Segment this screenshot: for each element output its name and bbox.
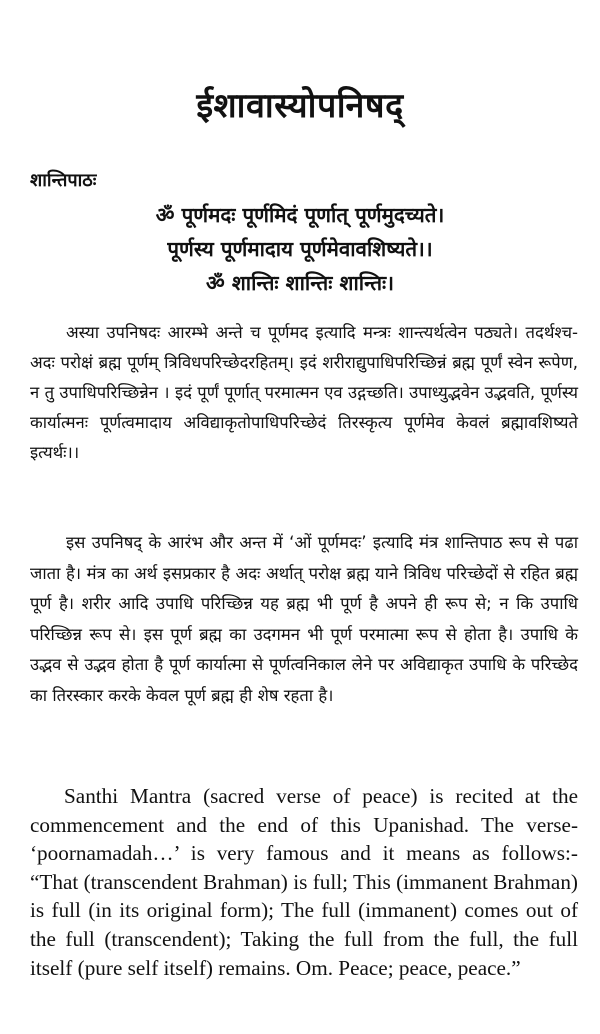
page-title: ईशावास्योपनिषद् [196, 86, 404, 126]
section-label: शान्तिपाठः [30, 170, 97, 191]
mantra-line-3: ॐ शान्तिः शान्तिः शान्तिः। [206, 271, 394, 295]
sanskrit-commentary-paragraph: अस्या उपनिषदः आरम्भे अन्ते च पूर्णमद इत्यादि मन्त्रः शान्त्यर्थत्वेन पठ्यते। तदर्थश्च-अदः परोक्षं ब्रह्म पूर्णम् त्रिविधपरिच्छेदरहितम्। इदं शरीराद्युपाधिपरिच्छिन्नं ब्रह्म पूर्णं स्वेन रूपेण, न तु उपाधिपरिच्छिन्नेन । इदं पूर्णं पूर्णात् परमात्मन एव उद्गच्छति। उपाध्युद्भवेन उद्भवति, पूर्णस्य कार्यात्मनः पूर्णत्वमादाय अविद्याकृतोपाधिपरिच्छेदं तिरस्कृत्य पूर्णमेव केवलं ब्रह्मावशिष्यते इत्यर्थः।। [30, 323, 578, 462]
mantra-line-2: पूर्णस्य पूर्णमादाय पूर्णमेवावशिष्यते।। [167, 237, 433, 261]
mantra-line-1: ॐ पूर्णमदः पूर्णमिदं पूर्णात् पूर्णमुदच्यते। [155, 203, 445, 227]
english-commentary-paragraph: Santhi Mantra (sacred verse of peace) is recited at the commencement and the end of this Upanishad. The verse- ‘poornamadah…’ is very famous and it means as follows:- “That (transcendent Brahman) is full; This (immanent Brahman) is full (in its original form); The full (immanent) comes out of the full (transcendent); Taking the full from the full, the full itself (pure self itself) remains. Om. Peace; peace, peace.” [30, 784, 578, 980]
hindi-commentary-paragraph: इस उपनिषद् के आरंभ और अन्त में ‘ओं पूर्णमदः’ इत्यादि मंत्र शान्तिपाठ रूप से पढा जाता है। मंत्र का अर्थ इसप्रकार है अदः अर्थात् परोक्ष ब्रह्म याने त्रिविध परिच्छेदों से रहित ब्रह्म पूर्ण है। शरीर आदि उपाधि परिच्छिन्न यह ब्रह्म भी पूर्ण है अपने ही रूप से; न कि उपाधि परिच्छिन्न रूप से। इस पूर्ण ब्रह्म का उदगमन भी पूर्ण परमात्मा रूप से होता है। उपाधि के उद्भव से उद्भव होता है पूर्ण कार्यात्मा से पूर्णत्वनिकाल लेने पर अविद्याकृत उपाधि के परिच्छेद का तिरस्कार करके केवल पूर्ण ब्रह्म ही शेष रहता है। [30, 533, 578, 705]
